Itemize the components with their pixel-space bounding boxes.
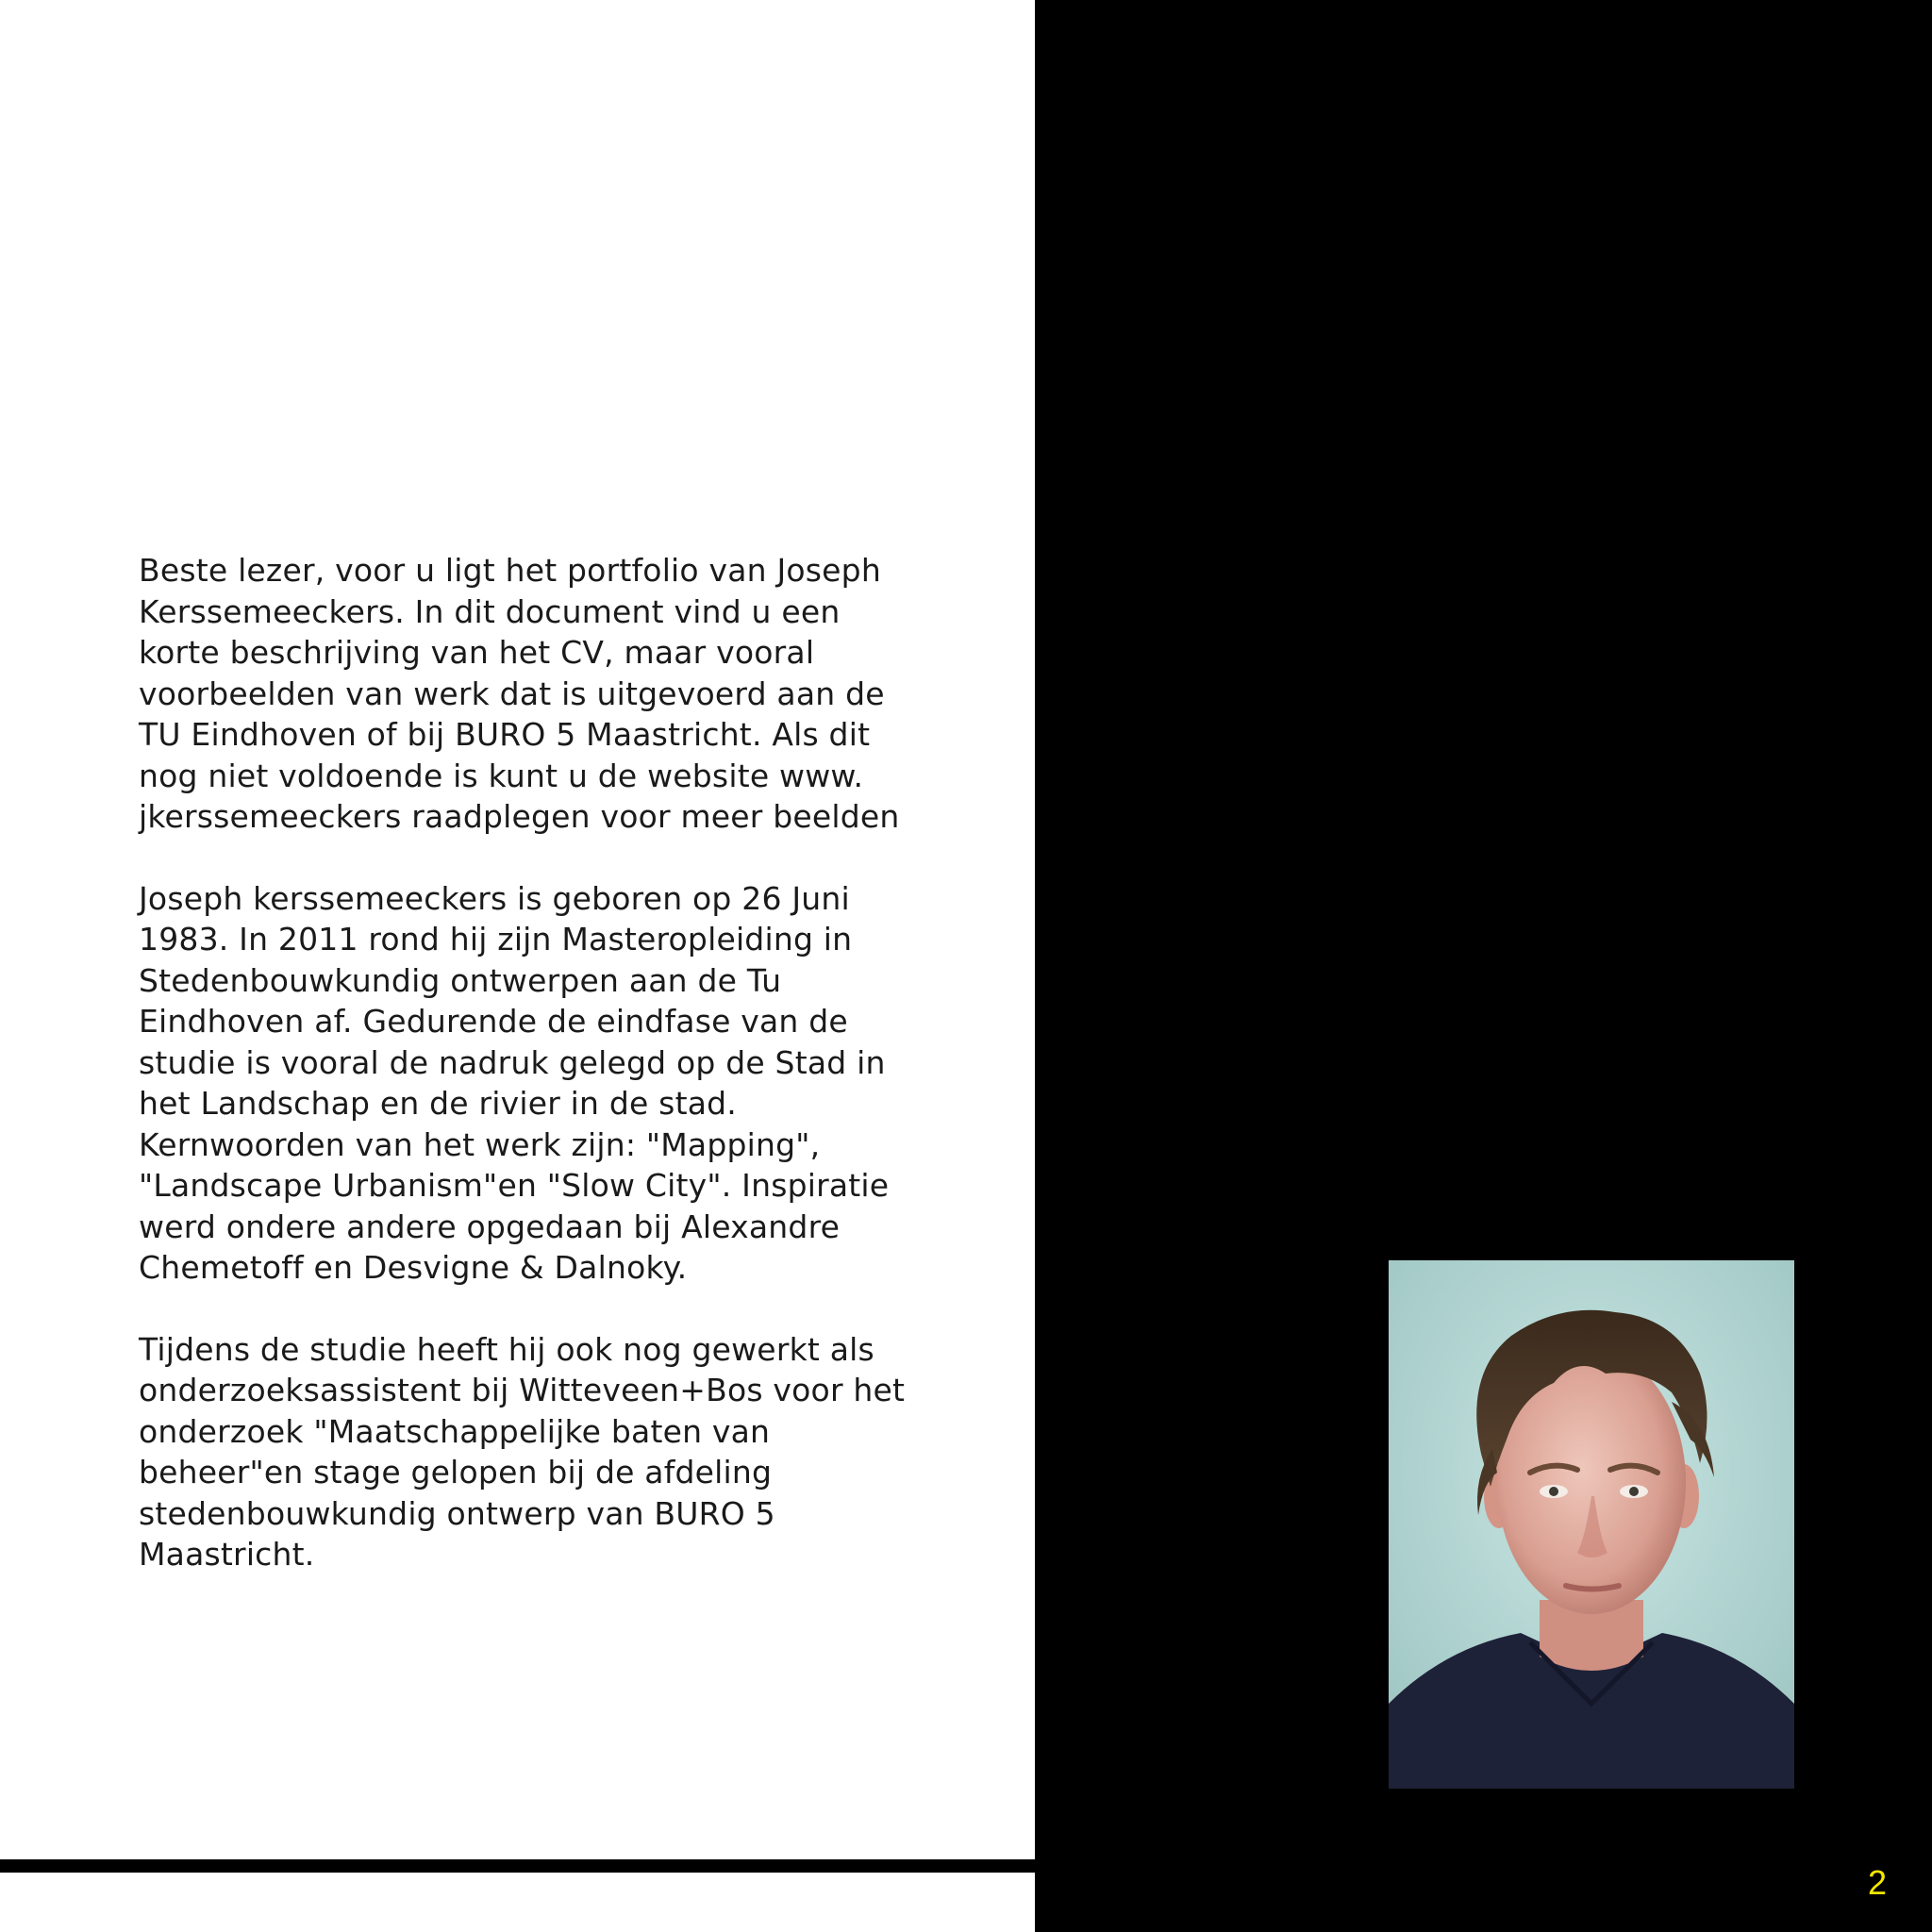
paragraph-intro: Beste lezer, voor u ligt het portfolio van Joseph Kerssemeeckers. In dit document vind u een korte beschrijving van het CV, maar vooral voorbeelden van werk dat is uitgevoerd aan de TU Eindhoven of bij BURO 5 Maastricht. Als dit nog niet voldoende is kunt u de website www. jkerssemeeckers raadplegen voor meer beelden xyxy=(139,552,900,835)
intro-text xyxy=(139,550,912,1616)
portrait-photo xyxy=(1389,1260,1794,1789)
bottom-divider xyxy=(0,1859,1035,1873)
page-number: 2 xyxy=(1867,1863,1888,1902)
paragraph-biography: Joseph kerssemeeckers is geboren op 26 Juni 1983. In 2011 rond hij zijn Masteropleiding in Stedenbouwkundig ontwerpen aan de Tu Eindhoven af. Gedurende de eindfase van de studie is vooral de nadruk gelegd op de Stad in het Landschap en de rivier in de stad. Kernwoorden van het werk zijn: "Mapping", "Landscape Urbanism"en "Slow City". Inspiratie werd ondere andere opgedaan bij Alexandre Chemetoff en Desvigne & Dalnoky. xyxy=(139,879,890,1286)
paragraph-experience: Tijdens de studie heeft hij ook nog gewerkt als onderzoeksassistent bij Witteveen+Bos voor het onderzoek "Maatschappelijke baten van beheer"en stage gelopen bij de afdeling stedenbouwkundig ontwerp van BURO 5 Maastricht. xyxy=(139,1330,906,1573)
portrait-illustration xyxy=(1389,1260,1794,1789)
